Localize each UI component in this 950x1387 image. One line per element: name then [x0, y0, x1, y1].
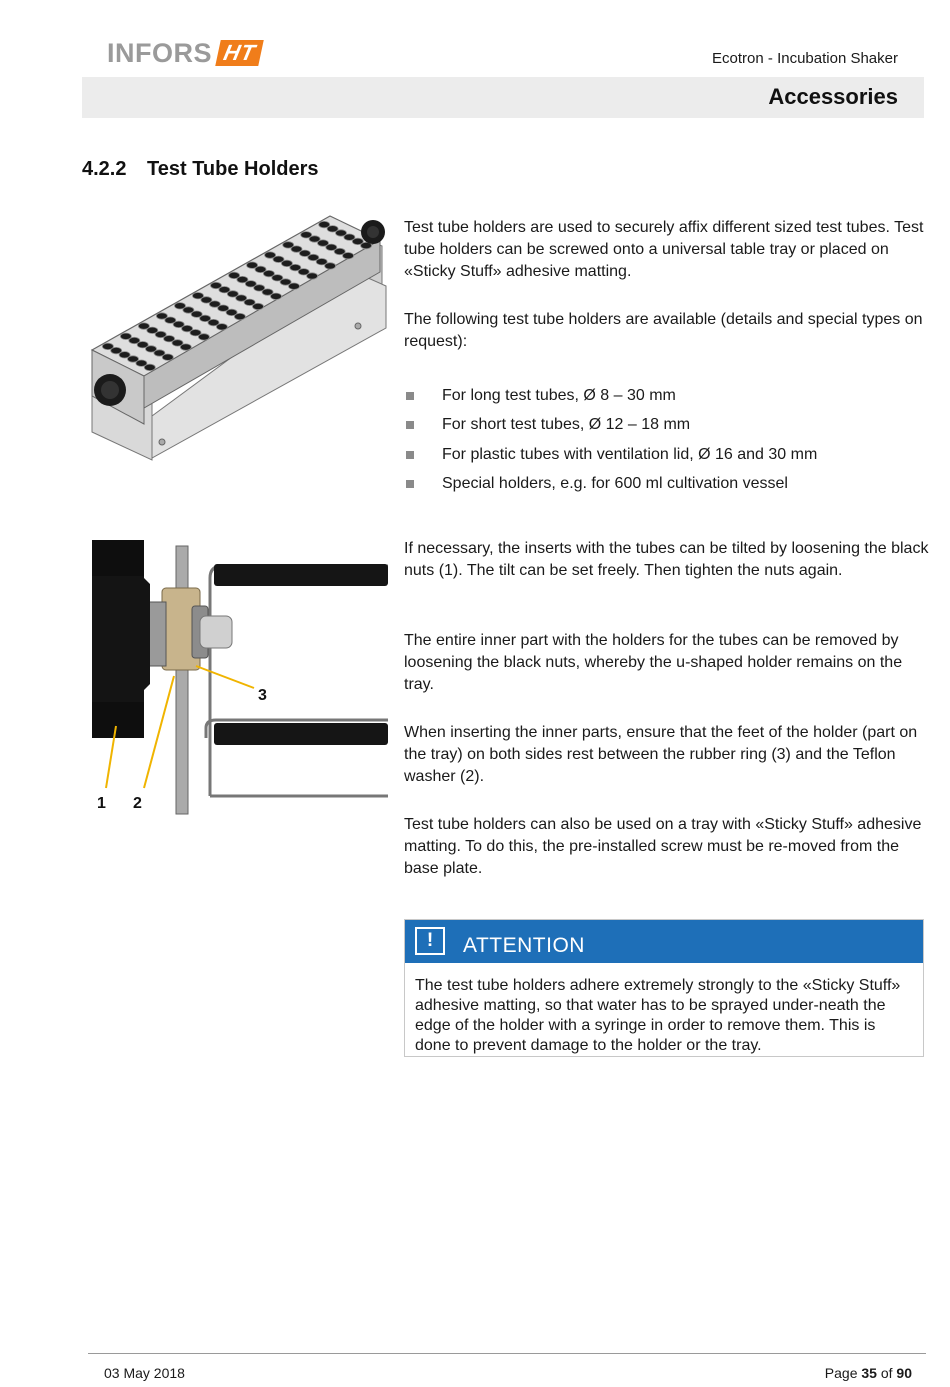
- intro-paragraph: Test tube holders are used to securely affix different sized test tubes. Test tube holders can be screwed onto a universal table tray or placed on «Sticky Stuff» adhesive matting.: [404, 219, 924, 280]
- bullet-square-icon: [406, 480, 414, 488]
- perforation-hole: [234, 313, 245, 319]
- perforation-hole: [180, 344, 191, 350]
- perforation-hole: [289, 283, 300, 289]
- bullet-square-icon: [406, 392, 414, 400]
- callout-1: 1: [97, 795, 106, 812]
- perforation-hole: [253, 303, 264, 309]
- list-item: For plastic tubes with ventilation lid, Ø 16 and 30 mm: [404, 444, 929, 473]
- attention-box: [404, 919, 924, 1057]
- footer-date: 03 May 2018: [104, 1365, 185, 1381]
- nut-washer-detail-image: [88, 538, 390, 818]
- callout-2: 2: [133, 795, 142, 812]
- inserting-paragraph: When inserting the inner parts, ensure that the feet of the holder (part on the tray) on both sides rest between the rubber ring (3) and the Teflon washer (2).: [404, 724, 918, 785]
- footer-divider: [88, 1353, 926, 1354]
- attention-title: ATTENTION: [463, 934, 585, 957]
- perforation-hole: [307, 273, 318, 279]
- heading-number: 4.2.2: [82, 158, 127, 180]
- perforation-hole: [216, 324, 227, 330]
- black-nut-back: [361, 220, 385, 244]
- available-holders-paragraph: The following test tube holders are available (details and special types on request):: [404, 311, 923, 350]
- list-item: For short test tubes, Ø 12 – 18 mm: [404, 414, 929, 443]
- warning-icon: !: [415, 927, 445, 955]
- perforation-hole: [325, 263, 336, 269]
- sticky-stuff-paragraph: Test tube holders can also be used on a tray with «Sticky Stuff» adhesive matting. To do this, the pre-installed screw must be re-moved from the base plate.: [404, 816, 922, 877]
- callout-3: 3: [258, 687, 267, 704]
- test-tube-holder-image: [90, 210, 390, 470]
- attention-body: The test tube holders adhere extremely strongly to the «Sticky Stuff» adhesive matting, so that water has to be sprayed under-neath the edge of the holder with a syringe in order to remove them. This is done to prevent damage to the holder or the tray.: [415, 977, 901, 1054]
- section-heading: [82, 158, 319, 181]
- attention-header: [405, 920, 923, 963]
- list-item: For long test tubes, Ø 8 – 30 mm: [404, 385, 929, 414]
- perforation-hole: [144, 364, 155, 370]
- perforation-hole: [343, 253, 354, 259]
- perforation-hole: [198, 334, 209, 340]
- infors-ht-logo: [107, 40, 261, 66]
- document-title: Ecotron - Incubation Shaker: [712, 50, 898, 67]
- perforation-hole: [271, 293, 282, 299]
- list-item: Special holders, e.g. for 600 ml cultivation vessel: [404, 473, 929, 502]
- black-nut-front: [94, 374, 126, 406]
- bullet-square-icon: [406, 421, 414, 429]
- bullet-square-icon: [406, 451, 414, 459]
- section-title: Accessories: [768, 84, 898, 109]
- tilt-paragraph: If necessary, the inserts with the tubes can be tilted by loosening the black nuts (1). The tilt can be set freely. Then tighten the nuts again.: [404, 540, 929, 579]
- perforation-hole: [162, 354, 173, 360]
- section-bar: [82, 77, 924, 118]
- holder-types-list: [404, 385, 929, 502]
- heading-title: Test Tube Holders: [147, 158, 319, 180]
- remove-inner-part-paragraph: The entire inner part with the holders for the tubes can be removed by loosening the black nuts, whereby the u-shaped holder remains on the tray.: [404, 632, 903, 693]
- page-number: Page 35 of 90: [824, 1365, 912, 1381]
- logo-ht-mark: HT: [215, 40, 264, 66]
- logo-word: INFORS: [107, 38, 213, 68]
